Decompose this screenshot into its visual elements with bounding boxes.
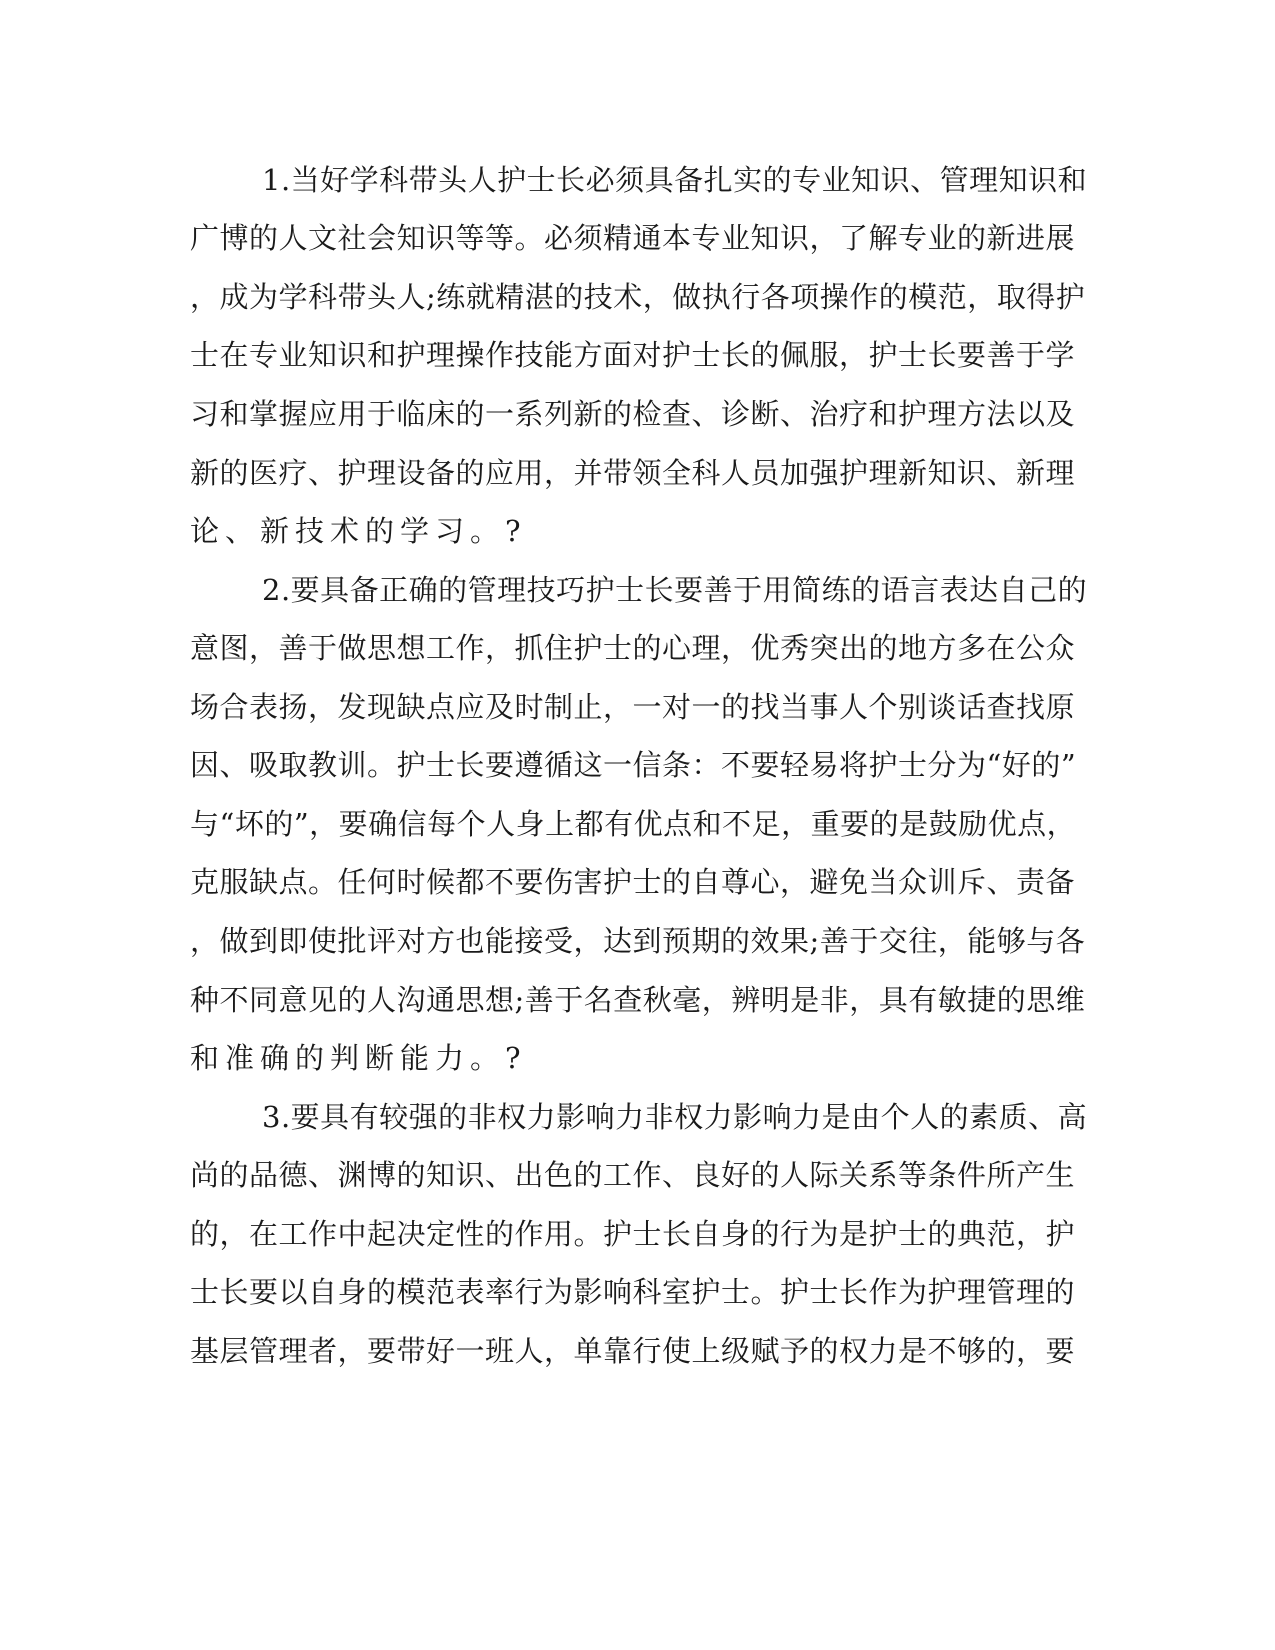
paragraph-line: 的，在工作中起决定性的作用。护士长自身的行为是护士的典范，护 <box>190 1217 1076 1251</box>
paragraph-line: 习和掌握应用于临床的一系列新的检查、诊断、治疗和护理方法以及 <box>190 397 1076 431</box>
paragraph-line: 新的医疗、护理设备的应用，并带领全科人员加强护理新知识、新理 <box>190 456 1076 490</box>
paragraph-line: ，成为学科带头人;练就精湛的技术，做执行各项操作的模范，取得护 <box>190 280 1086 314</box>
paragraph-line: 1.当好学科带头人护士长必须具备扎实的专业知识、管理知识和 <box>262 163 1088 197</box>
paragraph-line: 种不同意见的人沟通思想;善于名查秋毫，辨明是非，具有敏捷的思维 <box>190 983 1086 1017</box>
paragraph-line: 意图，善于做思想工作，抓住护士的心理，优秀突出的地方多在公众 <box>190 631 1076 665</box>
paragraph-line: 与“坏的”，要确信每个人身上都有优点和不足，重要的是鼓励优点， <box>190 807 1077 841</box>
paragraph-line: 尚的品德、渊博的知识、出色的工作、良好的人际关系等条件所产生 <box>190 1158 1076 1192</box>
paragraph-line: 2.要具备正确的管理技巧护士长要善于用简练的语言表达自己的 <box>262 573 1088 607</box>
paragraph-line: 士在专业知识和护理操作技能方面对护士长的佩服，护士长要善于学 <box>190 338 1076 372</box>
paragraph-line: 和准确的判断能力。? <box>190 1041 527 1075</box>
paragraph-line: 基层管理者，要带好一班人，单靠行使上级赋予的权力是不够的，要 <box>190 1334 1076 1368</box>
paragraph-line: 论、新技术的学习。? <box>190 514 527 548</box>
paragraph-line: ，做到即使批评对方也能接受，达到预期的效果;善于交往，能够与各 <box>190 924 1086 958</box>
paragraph-line: 场合表扬，发现缺点应及时制止，一对一的找当事人个别谈话查找原 <box>190 690 1076 724</box>
paragraph-line: 克服缺点。任何时候都不要伤害护士的自尊心，避免当众训斥、责备 <box>190 865 1076 899</box>
paragraph-line: 广博的人文社会知识等等。必须精通本专业知识，了解专业的新进展 <box>190 221 1076 255</box>
paragraph-line: 士长要以自身的模范表率行为影响科室护士。护士长作为护理管理的 <box>190 1275 1076 1309</box>
paragraph-line: 3.要具有较强的非权力影响力非权力影响力是由个人的素质、高 <box>262 1100 1088 1134</box>
paragraph-line: 因、吸取教训。护士长要遵循这一信条：不要轻易将护士分为“好的” <box>190 748 1077 782</box>
